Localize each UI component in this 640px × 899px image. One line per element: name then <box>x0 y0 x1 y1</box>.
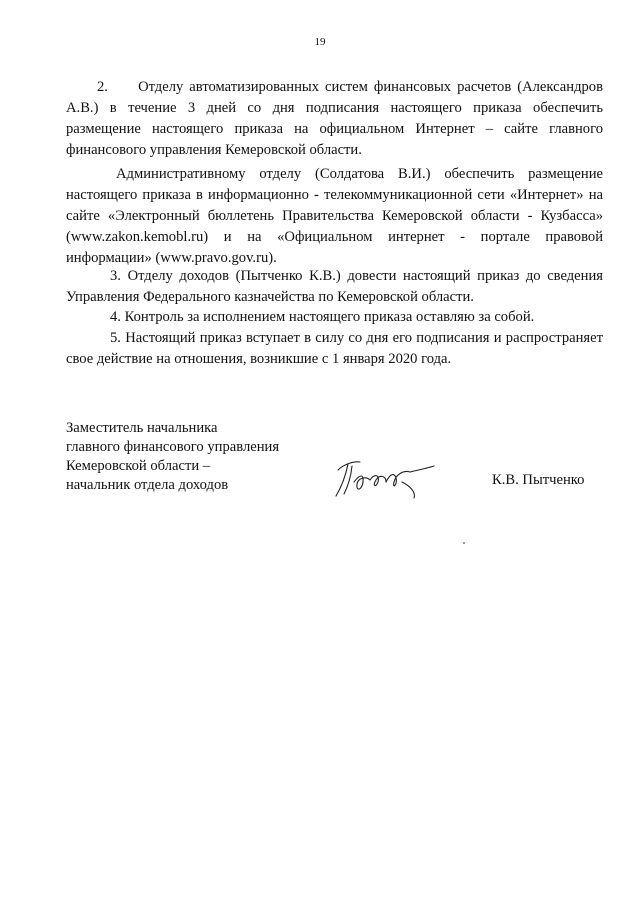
signatory-title-line-3: Кемеровской области – <box>66 458 211 474</box>
signatory-title-block <box>66 419 279 495</box>
paragraph-admin-department: Административному отделу (Солдатова В.И.) обеспечить размещение настоящего приказа в информационно - телекоммуникационной сети «Интернет» на сайте «Электронный бюллетень Правительства Кемеровской области - Кузбасса» (www.zakon.kemobl.ru) и на «Официальном интернет - портале правовой информации» (www.pravo.gov.ru). <box>66 166 603 266</box>
handwritten-signature <box>330 452 440 502</box>
paragraph-item-3: 3. Отделу доходов (Пытченко К.В.) довести настоящий приказ до сведения Управления Федерального казначейства по Кемеровской области. <box>66 268 603 305</box>
signatory-title-line-1: Заместитель начальника <box>66 420 218 436</box>
scan-speck <box>463 542 465 544</box>
signatory-title-line-4: начальник отдела доходов <box>66 477 229 493</box>
paragraph-item-2: 2. Отделу автоматизированных систем финансовых расчетов (Александров А.В.) в течение 3 дней со дня подписания настоящего приказа обеспечить размещение настоящего приказа на официальном Интернет – сайте главного финансового управления Кемеровской области. <box>66 79 603 158</box>
paragraph-item-4: 4. Контроль за исполнением настоящего приказа оставляю за собой. <box>110 309 535 325</box>
signatory-name: К.В. Пытченко <box>492 472 585 488</box>
page-number: 19 <box>314 36 326 48</box>
paragraph-item-5: 5. Настоящий приказ вступает в силу со дня его подписания и распространяет свое действие на отношения, возникшие с 1 января 2020 года. <box>66 330 603 367</box>
signatory-title-line-2: главного финансового управления <box>66 439 280 455</box>
